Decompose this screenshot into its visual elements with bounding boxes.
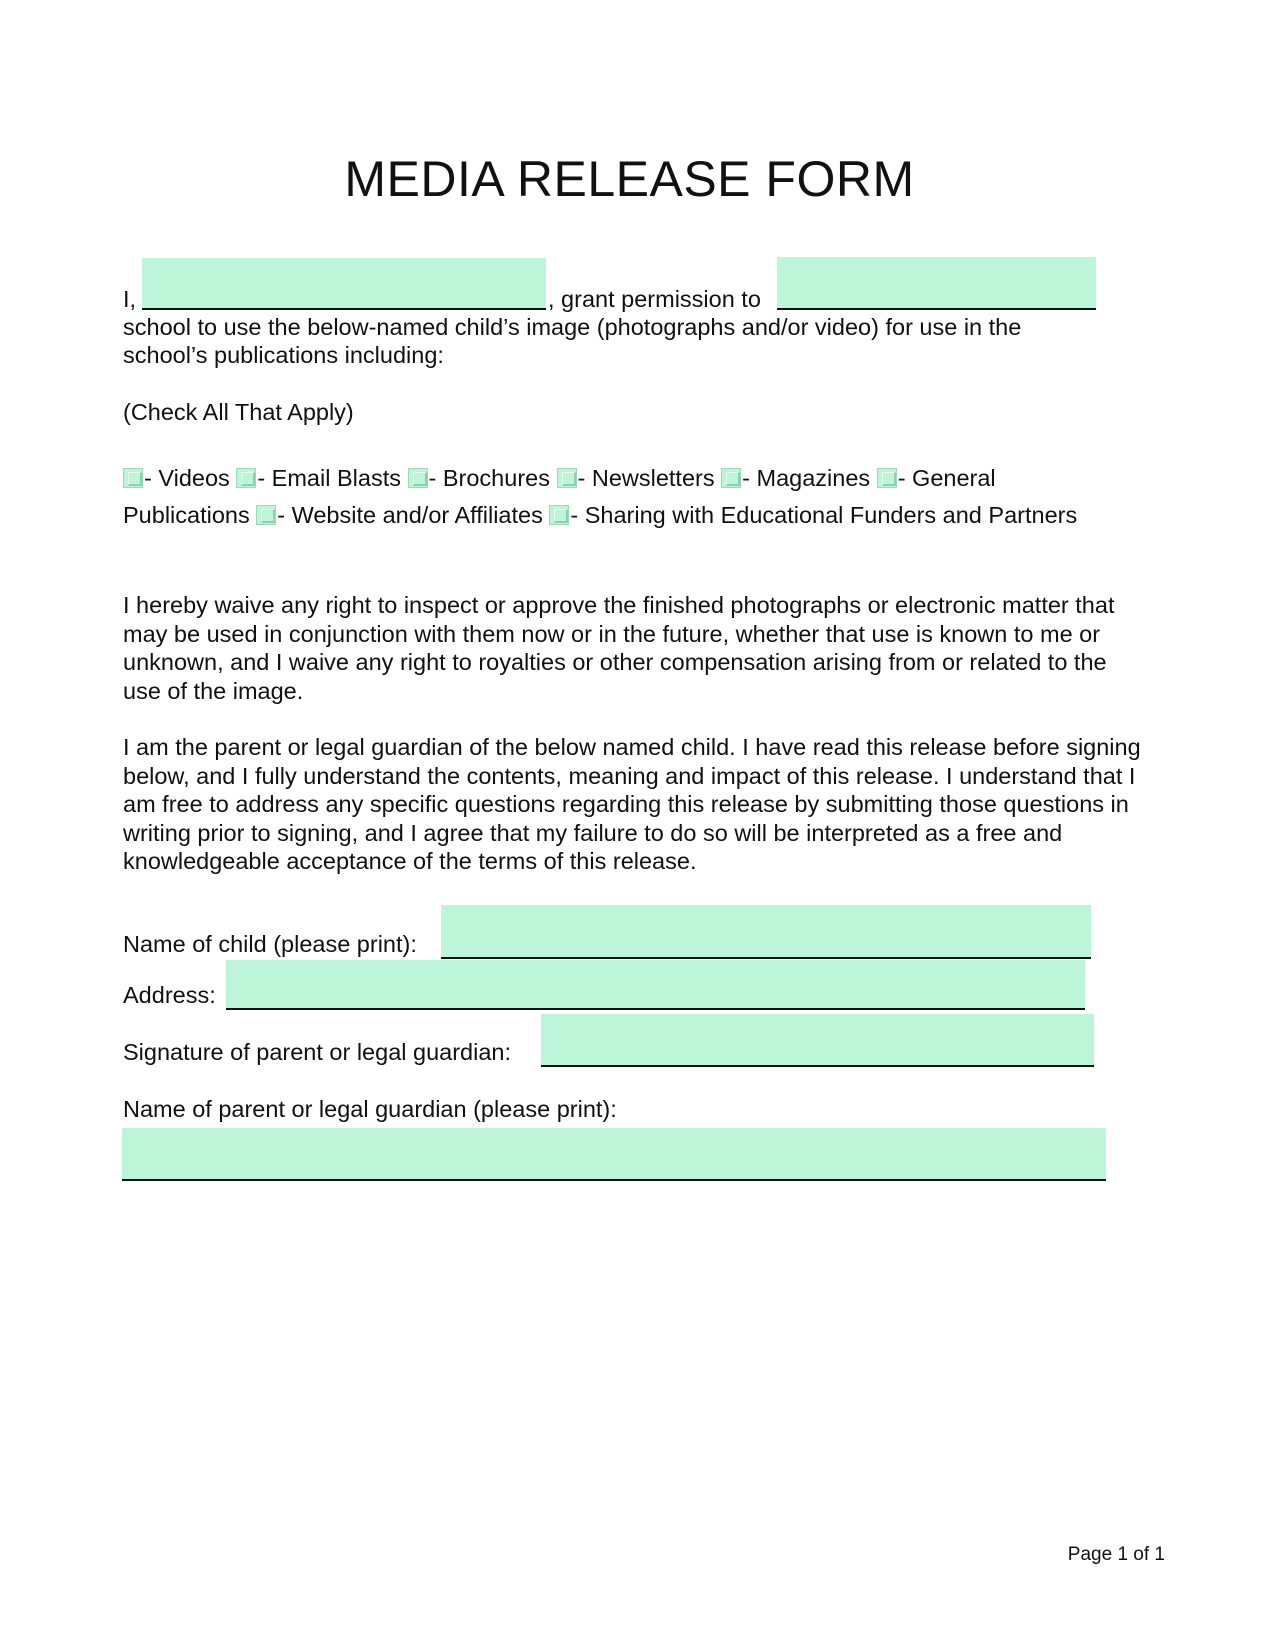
checkbox-icon[interactable] [123, 468, 143, 488]
checkbox-icon[interactable] [549, 505, 569, 525]
checkbox-option[interactable]: - Videos [123, 465, 230, 491]
address-label: Address: [123, 982, 216, 1008]
checkbox-icon[interactable] [877, 468, 897, 488]
intro-line-2: school to use the below-named child’s image (photographs and/or video) for use in the [123, 314, 1022, 340]
checkbox-icon[interactable] [408, 468, 428, 488]
checkbox-option[interactable]: - Brochures [408, 465, 550, 491]
child-name-label: Name of child (please print): [123, 931, 417, 957]
address-field[interactable] [226, 960, 1085, 1010]
school-name-field[interactable] [777, 257, 1096, 310]
checkbox-icon[interactable] [721, 468, 741, 488]
intro-line-3: school’s publications including: [123, 342, 444, 368]
intro-middle: , grant permission to [548, 286, 761, 312]
page-title: MEDIA RELEASE FORM [344, 151, 915, 207]
guardian-name-field[interactable] [122, 1128, 1106, 1181]
waiver-paragraph: I hereby waive any right to inspect or approve the finished photographs or electronic matter that may be used in conjunction with them now or in the future, whether that use is known to me or unknown, and I waive any right to royalties or other compensation arising from or related to the use of the image. [123, 592, 1115, 704]
checkbox-option[interactable]: - Newsletters [557, 465, 715, 491]
checkbox-option[interactable]: - Magazines [721, 465, 870, 491]
checkbox-option[interactable]: - Sharing with Educational Funders and Partners [549, 502, 1077, 528]
checkbox-icon[interactable] [557, 468, 577, 488]
publication-options [123, 460, 1123, 534]
parent-name-field[interactable] [142, 258, 546, 310]
checkbox-option[interactable]: - Website and/or Affiliates [256, 502, 543, 528]
checkbox-icon[interactable] [256, 505, 276, 525]
child-name-field[interactable] [441, 905, 1091, 959]
checkbox-icon[interactable] [236, 468, 256, 488]
signature-field[interactable] [541, 1014, 1094, 1067]
page-number: Page 1 of 1 [1067, 1544, 1165, 1565]
guardian-paragraph: I am the parent or legal guardian of the below named child. I have read this release before signing below, and I fully understand the contents, meaning and impact of this release. I understand that I am free to address any specific questions regarding this release by submitting those questions in writing prior to signing, and I agree that my failure to do so will be interpreted as a free and knowledgeable acceptance of the terms of this release. [123, 734, 1141, 874]
signature-label: Signature of parent or legal guardian: [123, 1039, 512, 1065]
checkbox-option[interactable]: - Email Blasts [236, 465, 401, 491]
checkbox-option[interactable]: - General Publications [123, 465, 996, 528]
check-instruction: (Check All That Apply) [123, 399, 354, 425]
guardian-name-label: Name of parent or legal guardian (please print): [123, 1096, 617, 1122]
intro-prefix: I, [123, 286, 137, 312]
